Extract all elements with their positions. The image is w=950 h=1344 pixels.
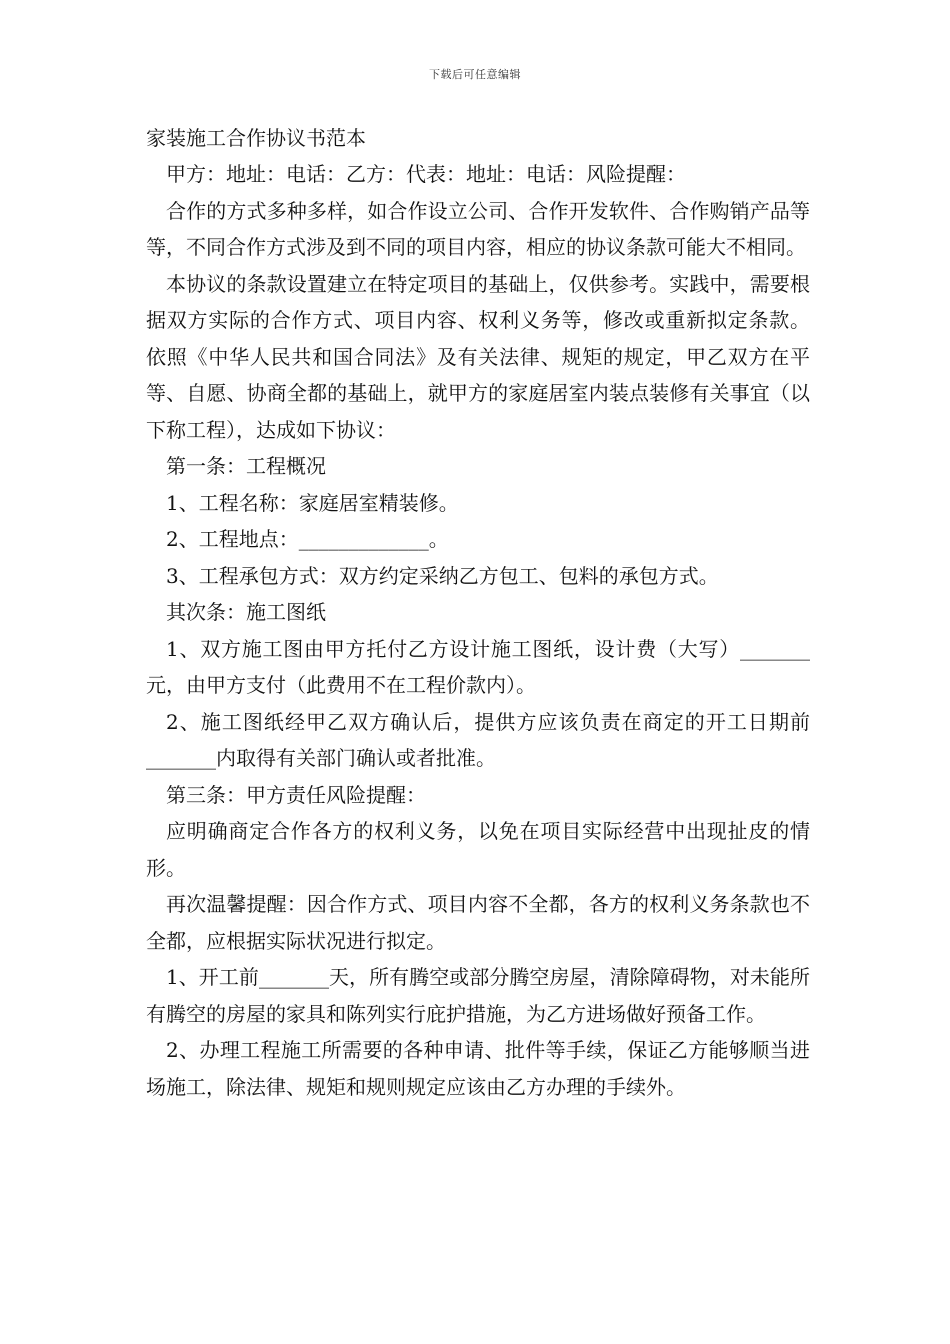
document-body (146, 120, 810, 1105)
project-name-item: 1、工程名称：家庭居室精装修。 (166, 490, 459, 515)
site-clearing-item: 1、开工前_______天，所有腾空或部分腾空房屋，清除障碍物，对未能所有腾空的房屋的家具和陈列实行庇护措施，为乙方进场做好预备工作。 (146, 965, 810, 1026)
drawing-approval-item: 2、施工图纸经甲乙双方确认后，提供方应该负责在商定的开工日期前_______内取得有关部门确认或者批准。 (146, 709, 810, 770)
page-header-note: 下载后可任意编辑 (429, 68, 521, 81)
article-three-heading: 第三条：甲方责任风险提醒： (166, 782, 426, 807)
risk-note-paragraph: 合作的方式多种多样，如合作设立公司、合作开发软件、合作购销产品等等，不同合作方式涉及到不同的项目内容，相应的协议条款可能大不相同。 (146, 198, 810, 259)
document-title: 家装施工合作协议书范本 (146, 126, 366, 150)
article-one-heading: 第一条：工程概况 (166, 454, 326, 478)
permit-procedure-item: 2、办理工程施工所需要的各种申请、批件等手续，保证乙方能够顺当进场施工，除法律、规矩和规则规定应该由乙方办理的手续外。 (146, 1038, 810, 1099)
article-two-heading: 其次条：施工图纸 (166, 600, 326, 624)
rights-note-paragraph: 应明确商定合作各方的权利义务，以免在项目实际经营中出现扯皮的情形。 (146, 819, 810, 880)
party-info-line: 甲方：地址：电话：乙方：代表：地址：电话：风险提醒： (166, 162, 686, 186)
project-location-item: 2、工程地点：_____________。 (166, 527, 449, 551)
design-fee-item: 1、双方施工图由甲方托付乙方设计施工图纸，设计费（大写）_______元，由甲方支付（此费用不在工程价款内）。 (146, 636, 810, 697)
contract-method-item: 3、工程承包方式：双方约定采纳乙方包工、包料的承包方式。 (166, 563, 719, 588)
reminder-paragraph: 再次温馨提醒：因合作方式、项目内容不全都，各方的权利义务条款也不全都，应根据实际状况进行拟定。 (146, 892, 810, 953)
preamble-paragraph: 本协议的条款设置建立在特定项目的基础上，仅供参考。实践中，需要根据双方实际的合作方式、项目内容、权利义务等，修改或重新拟定条款。 依照《中华人民共和国合同法》及有关法律、规矩的规定，甲乙双方在平等、自愿、协商全都的基础上，就甲方的家庭居室内装点装修有关事宜（以下称工程），达成如下协议： (146, 271, 810, 442)
